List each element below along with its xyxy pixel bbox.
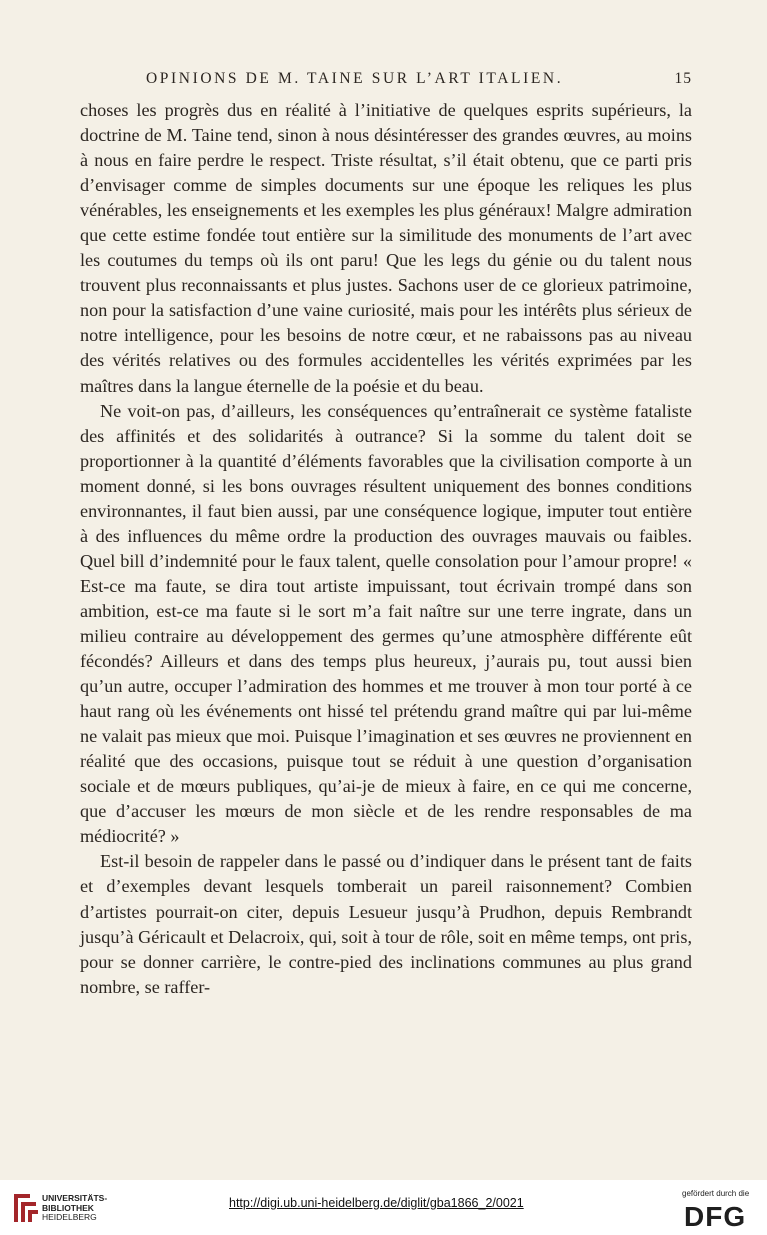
paragraph-2: Ne voit-on pas, d’ailleurs, les conséquences qu’entraînerait ce système fataliste des affinités et des solidarités à outrance? Si la somme du talent doit se proportionner à la quantité d’éléments favorables que la civilisation comporte à un moment donné, si les bons ouvrages résultent uniquement des bonnes conditions environnantes, il faut bien aussi, par une conséquence logique, imputer tout entière à des influences du même ordre la production des ouvrages mauvais ou faibles. Quel bill d’indemnité pour le faux talent, quelle consolation pour l’amour propre! « Est-ce ma faute, se dira tout artiste impuissant, tout écrivain trompé dans son ambition, est-ce ma faute si le sort m’a fait naître sur une terre ingrate, dans un milieu contraire au développement des germes qu’une atmosphère différente eût fécondés? Ailleurs et dans des temps plus heureux, j’aurais pu, tout aussi bien qu’un autre, occuper l’admiration des hommes et me trouver à mon tour porté à ce haut rang où les événements ont hissé tel prétendu grand maître qui par lui-même ne valait pas mieux que moi. Puisque l’imagination et ses œuvres ne proviennent en réalité que des occasions, puisque tout se réduit à une question d’organisation sociale et de mœurs publiques, qu’ai-je de mieux à faire, en ce qui me concerne, que d’accuser les mœurs de mon siècle et de les rendre responsables de ma médiocrité? »: [80, 400, 692, 847]
page-number: 15: [674, 70, 692, 87]
funding-note: gefördert durch die: [682, 1189, 750, 1198]
running-title: OPINIONS DE M. TAINE SUR L’ART ITALIEN.: [146, 70, 564, 87]
library-name-line-2: BIBLIOTHEK: [42, 1202, 94, 1213]
paragraph-1: choses les progrès dus en réalité à l’initiative de quelques esprits supérieurs, la doctrine de M. Taine tend, sinon à nous désintéresser des grandes œuvres, au moins à nous en faire perdre le respect. Triste résultat, s’il était obtenu, que ce parti pris d’envisager comme de simples documents sur une époque les reliques les plus vénérables, les enseignements et les exemples les plus généraux! Malgre admiration que cette estime fondée tout entière sur la similitude des monuments de l’art avec les coutumes du temps où ils ont paru! Que les legs du génie ou du talent nous trouvent plus reconnaissants et plus justes. Sachons user de ce glorieux patrimoine, non pour la satisfaction d’une vaine curiosité, mais pour les intérêts plus sérieux de notre intelligence, pour les besoins de notre cœur, et ne rabaissons pas au niveau des vérités relatives ou des formules accidentelles les vérités exprimées par les maîtres dans la langue éternelle de la poésie et du beau.: [80, 100, 692, 396]
dfg-logo-text: DFG: [684, 1201, 747, 1229]
heidelberg-library-logo-icon: [8, 1190, 42, 1226]
body-text: [80, 98, 692, 1000]
library-name-line-3: HEIDELBERG: [42, 1212, 97, 1222]
library-name-line-1: UNIVERSITÄTS-: [42, 1193, 108, 1203]
dfg-logo-icon: [684, 1201, 758, 1229]
library-name: [42, 1194, 107, 1223]
source-url-link[interactable]: http://digi.ub.uni-heidelberg.de/diglit/gba1866_2/0021: [229, 1196, 524, 1210]
digitization-footer: [0, 1180, 767, 1235]
paragraph-3: Est-il besoin de rappeler dans le passé ou d’indiquer dans le présent tant de faits et d’exemples devant lesquels tomberait un pareil raisonnement? Combien d’artistes pourrait-on citer, depuis Lesueur jusqu’à Prudhon, depuis Rembrandt jusqu’à Géricault et Delacroix, qui, soit à tour de rôle, soit en même temps, ont pris, pour se donner carrière, le contre-pied des inclinations communes au plus grand nombre, se raffer-: [80, 851, 692, 997]
